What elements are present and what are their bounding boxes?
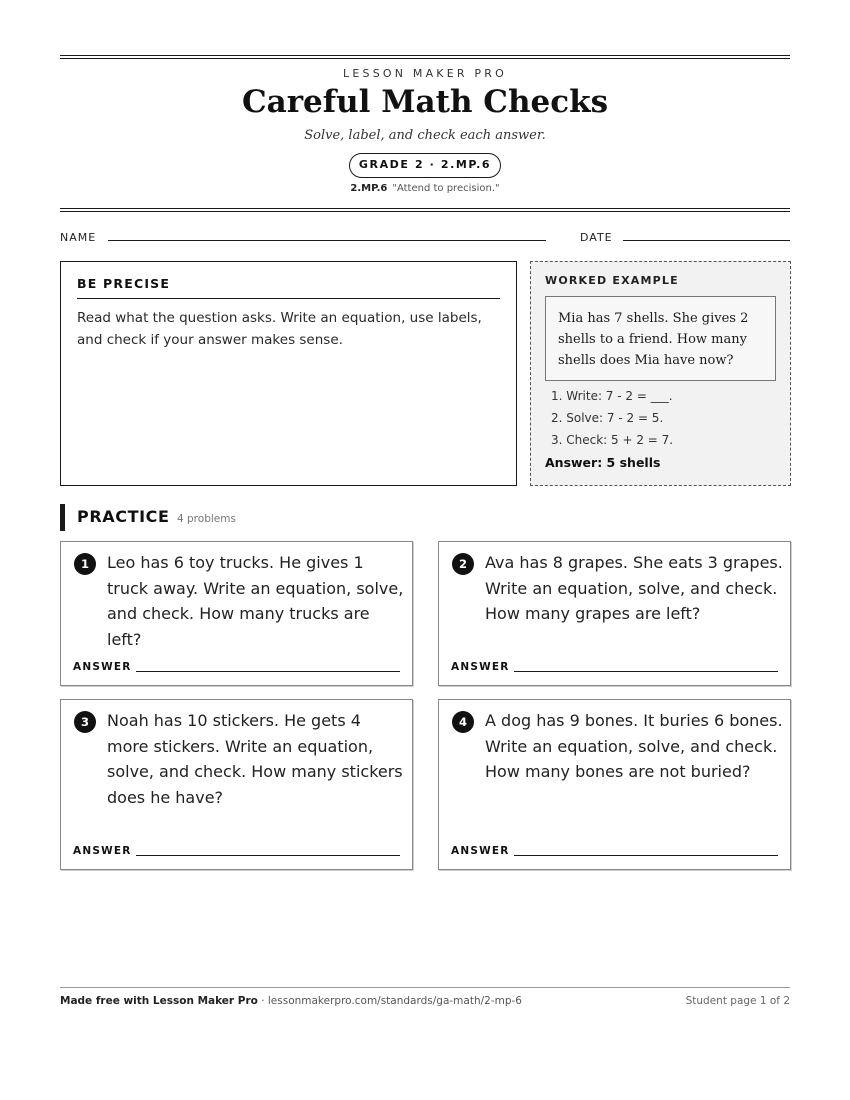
practice-count: 4 problems [177,513,236,525]
name-label: NAME [60,231,97,244]
answer-field[interactable] [514,855,778,856]
problem-number-badge: 3 [74,711,96,733]
practice-accent-bar [60,504,65,531]
problem-card [438,699,791,870]
problem-text: Ava has 8 grapes. She eats 3 grapes. Write an equation, solve, and check. How many grapes are left? [485,553,783,623]
answer-field[interactable] [514,671,778,672]
worked-example-heading: WORKED EXAMPLE [545,274,679,287]
name-field[interactable] [108,240,546,241]
answer-label: ANSWER [451,661,510,673]
problem-card [438,541,791,686]
standard-code: 2.MP.6 [350,183,388,194]
header-bottom-double-rule [60,208,790,212]
page-title: Careful Math Checks [241,84,609,120]
be-precise-heading: BE PRECISE [77,276,171,291]
problem-number-badge: 2 [452,553,474,575]
grade-badge: GRADE 2 · 2.MP.6 [349,153,501,178]
page-subtitle: Solve, label, and check each answer. [304,128,546,143]
standard-text: "Attend to precision." [392,183,500,194]
problem-text: Noah has 10 stickers. He gets 4 more stickers. Write an equation, solve, and check. How many stickers does he have? [107,711,403,807]
standard-line [0,183,850,194]
problem-text: A dog has 9 bones. It buries 6 bones. Write an equation, solve, and check. How many bones are not buried? [485,711,783,781]
practice-heading: PRACTICE [77,507,170,526]
answer-label: ANSWER [451,845,510,857]
be-precise-box [60,261,517,486]
worked-example-step: 3. Check: 5 + 2 = 7. [551,433,674,447]
be-precise-divider [77,298,500,299]
answer-field[interactable] [136,855,400,856]
problem-card [60,541,413,686]
footer-page-number: Student page 1 of 2 [685,995,790,1007]
problem-number-badge: 1 [74,553,96,575]
date-field[interactable] [623,240,790,241]
answer-field[interactable] [136,671,400,672]
problem-number-badge: 4 [452,711,474,733]
footer-url: · lessonmakerpro.com/standards/ga-math/2-mp-6 [257,995,522,1007]
footer-divider [60,987,790,988]
worked-example-step: 2. Solve: 7 - 2 = 5. [551,411,664,425]
answer-label: ANSWER [73,845,132,857]
problem-text: Leo has 6 toy trucks. He gives 1 truck away. Write an equation, solve, and check. How many trucks are left? [107,553,404,649]
answer-label: ANSWER [73,661,132,673]
worked-example-steps [551,385,673,451]
worked-example-answer: Answer: 5 shells [545,455,661,470]
top-double-rule [60,55,790,59]
worked-example-problem: Mia has 7 shells. She gives 2 shells to a friend. How many shells does Mia have now? [545,296,776,381]
problem-card [60,699,413,870]
worked-example-step: 1. Write: 7 - 2 = ___. [551,389,673,403]
footer-maker: Made free with Lesson Maker Pro [60,995,258,1007]
worked-example-box [530,261,791,486]
footer-credit [60,995,522,1007]
date-label: DATE [580,231,613,244]
be-precise-body: Read what the question asks. Write an equation, use labels, and check if your answer makes sense. [77,310,482,348]
brand-name: LESSON MAKER PRO [343,67,507,80]
